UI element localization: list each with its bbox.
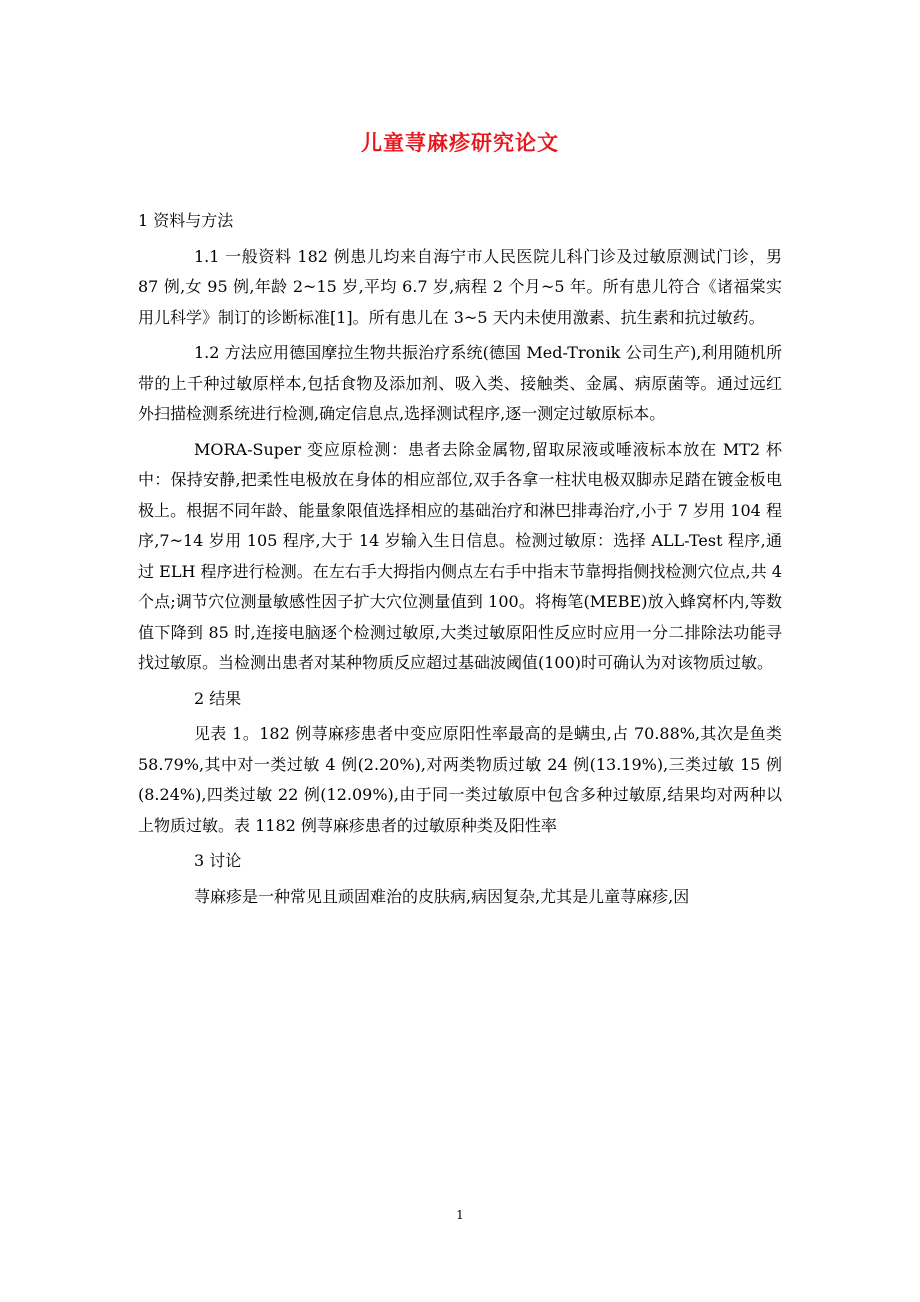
document-title: 儿童荨麻疹研究论文 [361, 130, 559, 155]
paragraph-results: 见表 1。182 例荨麻疹患者中变应原阳性率最高的是螨虫,占 70.88%,其次是鱼类 58.79%,其中对一类过敏 4 例(2.20%),对两类物质过敏 24 例(13.19%),三类过敏 15 例(8.24%),四类过敏 22 例(12.09%),由于同一类过敏原中包含多种过敏原,结果均对两种以上物质过敏。表 1182 例荨麻疹患者的过敏原种类及阳性率 [138, 724, 782, 835]
section-heading-1: 1 资料与方法 [138, 211, 234, 230]
section-heading-3: 3 讨论 [194, 851, 242, 870]
section-heading-2: 2 结果 [194, 688, 242, 708]
paragraph-1-2: 1.2 方法应用德国摩拉生物共振治疗系统(德国 Med-Tronik 公司生产),利用随机所带的上千种过敏原样本,包括食物及添加剂、吸入类、接触类、金属、病原菌等。通过远红外扫描检测系统进行检测,确定信息点,选择测试程序,逐一测定过敏原标本。 [138, 343, 782, 423]
paragraph-discussion: 荨麻疹是一种常见且顽固难治的皮肤病,病因复杂,尤其是儿童荨麻疹,因 [194, 886, 690, 906]
paragraph-1-1: 1.1 一般资料 182 例患儿均来自海宁市人民医院儿科门诊及过敏原测试门诊，男 87 例,女 95 例,年龄 2~15 岁,平均 6.7 岁,病程 2 个月~5 年。所有患儿符合《诸福棠实用儿科学》制订的诊断标准[1]。所有患儿在 3~5 天内未使用激素、抗生素和抗过敏药。 [138, 246, 782, 327]
paragraph-mora-super: MORA-Super 变应原检测：患者去除金属物,留取尿液或唾液标本放在 MT2 杯中：保持安静,把柔性电极放在身体的相应部位,双手各拿一柱状电极双脚赤足踏在镀金板电极上。根据不同年龄、能量象限值选择相应的基础治疗和淋巴排毒治疗,小于 7 岁用 104 程序,7~14 岁用 105 程序,大于 14 岁输入生日信息。检测过敏原：选择 ALL-Test 程序,通过 ELH 程序进行检测。在左右手大拇指内侧点左右手中指末节靠拇指侧找检测穴位点,共 4 个点;调节穴位测量敏感性因子扩大穴位测量值到 100。将梅笔(MEBE)放入蜂窝杯内,等数值下降到 85 时,连接电脑逐个检测过敏原,大类过敏原阳性反应时应用一分二排除法功能寻找过敏原。当检测出患者对某种物质反应超过基础波阈值(100)时可确认为对该物质过敏。 [138, 439, 782, 672]
document-body [138, 206, 782, 912]
page-number: 1 [456, 1208, 464, 1222]
